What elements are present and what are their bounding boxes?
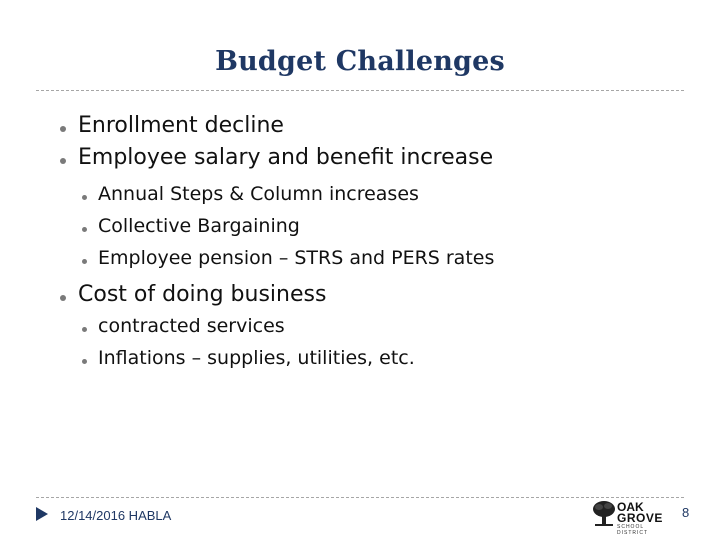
arrow-icon xyxy=(36,507,48,521)
page-number: 8 xyxy=(682,505,690,520)
logo-subtext: SCHOOL DISTRICT xyxy=(617,524,649,536)
bullet-item: Employee salary and benefit increase xyxy=(78,145,494,170)
bullet-dot xyxy=(60,295,66,301)
oak-tree-icon xyxy=(592,499,616,527)
bullet-dot xyxy=(60,158,66,164)
footer-date: 12/14/2016 HABLA xyxy=(60,508,172,523)
oak-grove-logo xyxy=(592,499,672,536)
sub-bullet-dot xyxy=(82,327,87,332)
sub-bullet-item: Annual Steps & Column increases xyxy=(98,183,419,205)
sub-bullet-dot xyxy=(82,359,87,364)
sub-bullet-dot xyxy=(82,259,87,264)
sub-bullet-item: contracted services xyxy=(98,315,285,337)
sub-bullet-dot xyxy=(82,227,87,232)
bullet-item: Cost of doing business xyxy=(78,282,327,307)
sub-bullet-item: Collective Bargaining xyxy=(98,215,300,237)
sub-bullet-dot xyxy=(82,195,87,200)
bullet-dot xyxy=(60,126,66,132)
sub-bullet-item: Employee pension – STRS and PERS rates xyxy=(98,247,495,269)
sub-bullet-item: Inflations – supplies, utilities, etc. xyxy=(98,347,415,369)
logo-text-grove: GROVE xyxy=(617,511,663,525)
bullet-item: Enrollment decline xyxy=(78,113,284,138)
slide-title: Budget Challenges xyxy=(215,46,505,77)
footer-divider xyxy=(36,497,684,498)
logo-text-oak: OAK xyxy=(617,500,644,514)
